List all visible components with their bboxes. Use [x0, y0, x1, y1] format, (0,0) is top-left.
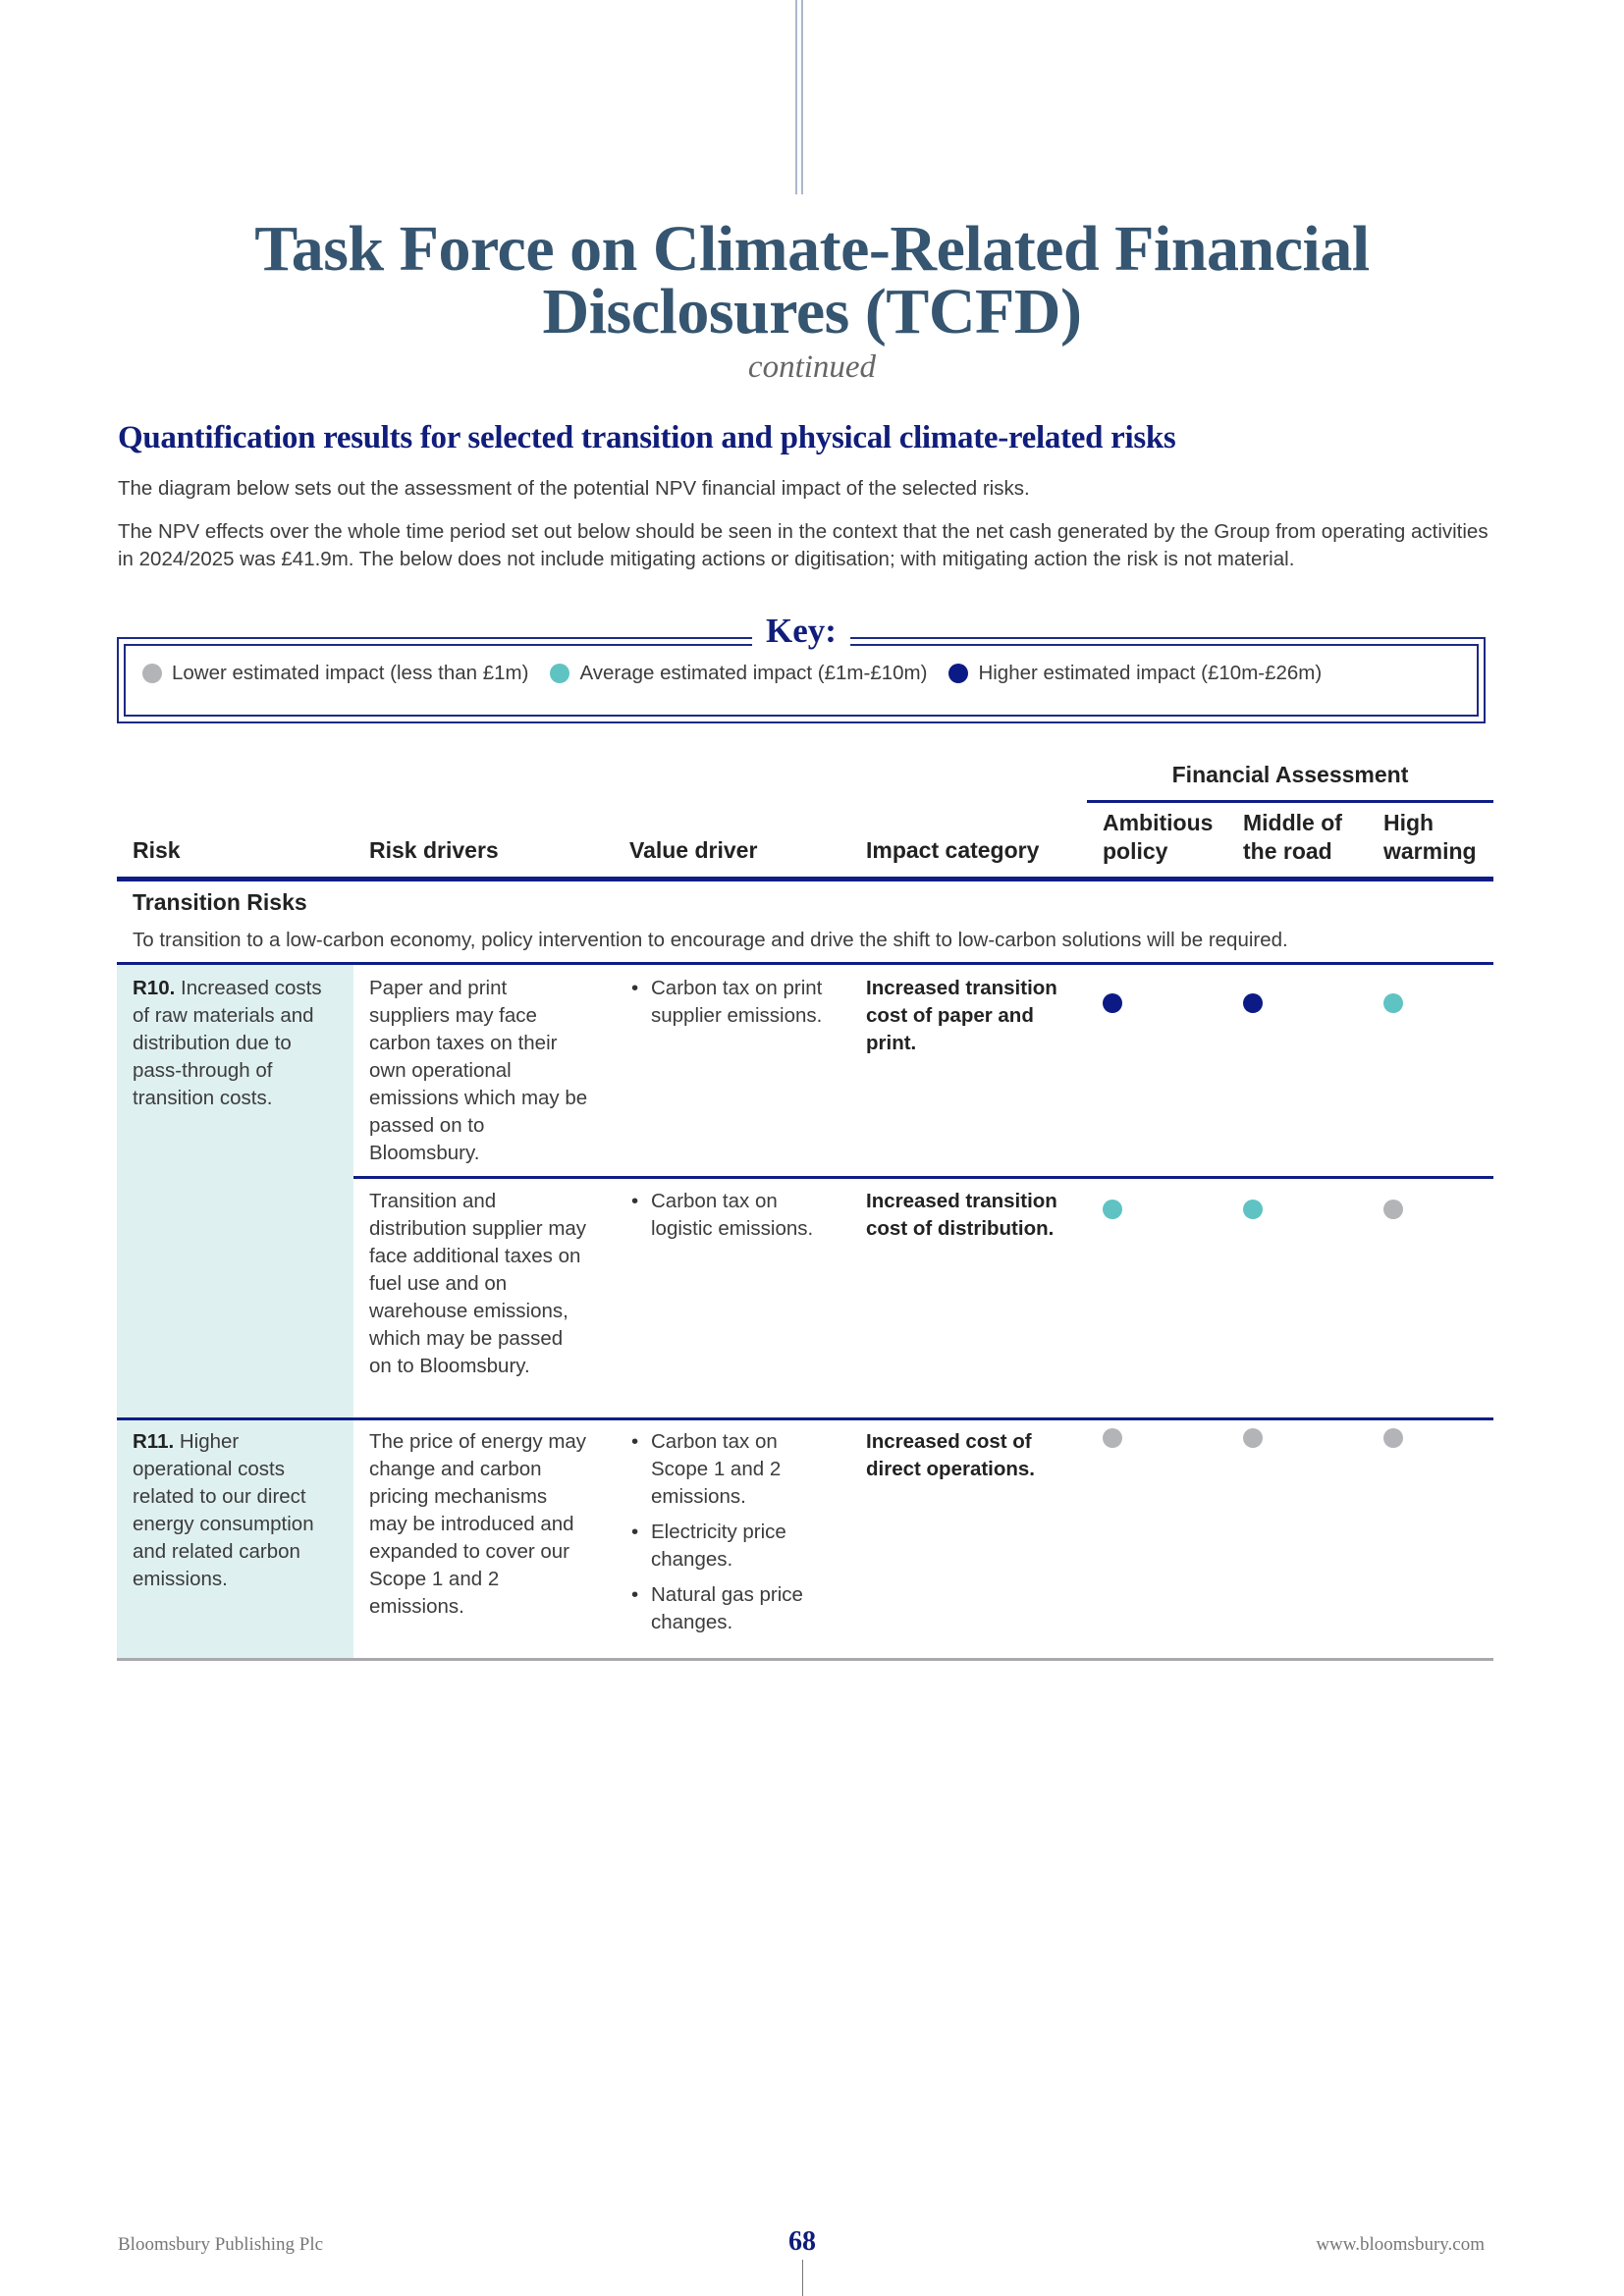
top-decorative-rule	[795, 0, 797, 194]
key-item-label: Average estimated impact (£1m-£10m)	[579, 662, 928, 684]
impact-category: Increased transition cost of paper and print.	[866, 977, 1057, 1054]
header-line: the road	[1243, 838, 1332, 864]
page-title-line-2: Disclosures (TCFD)	[542, 276, 1082, 347]
higher-impact-dot-icon	[948, 664, 968, 683]
page-title-line-1: Task Force on Climate-Related Financial	[254, 213, 1370, 285]
impact-category: Increased cost of direct operations.	[866, 1430, 1036, 1480]
lower-impact-dot-icon	[1103, 1428, 1122, 1448]
value-driver-item: • Carbon tax on print supplier emissions.	[629, 975, 826, 1030]
column-header-middle-of-the-road	[1243, 809, 1342, 866]
financial-assessment-rule	[1087, 800, 1493, 803]
average-impact-dot-icon	[550, 664, 569, 683]
key-item-lower	[142, 662, 528, 685]
risk-code: R11.	[133, 1430, 175, 1453]
footer-website[interactable]: www.bloomsbury.com	[1316, 2234, 1485, 2255]
key-item-label: Lower estimated impact (less than £1m)	[172, 662, 529, 684]
column-header-high-warming	[1383, 809, 1477, 866]
column-header-risk: Risk	[133, 837, 181, 863]
average-impact-dot-icon	[1383, 993, 1403, 1013]
value-driver	[629, 1428, 826, 1644]
value-driver-item: • Carbon tax on Scope 1 and 2 emissions.	[629, 1428, 826, 1511]
header-line: Middle of	[1243, 810, 1342, 835]
header-line: High	[1383, 810, 1435, 835]
financial-assessment-header: Financial Assessment	[1171, 762, 1409, 787]
column-header-risk-drivers: Risk drivers	[369, 837, 499, 863]
average-impact-dot-icon	[1243, 1200, 1263, 1219]
footer-company: Bloomsbury Publishing Plc	[118, 2234, 324, 2255]
key-item-average	[550, 662, 927, 685]
lower-impact-dot-icon	[1383, 1428, 1403, 1448]
key-item-higher	[948, 662, 1322, 685]
row-divider	[117, 962, 1493, 965]
header-line: Ambitious	[1103, 810, 1214, 835]
risk-description: Higher operational costs related to our direct energy consumption and related carbon emissions.	[133, 1430, 314, 1590]
lower-impact-dot-icon	[1383, 1200, 1403, 1219]
section-heading: Quantification results for selected transition and physical climate-related risks	[118, 420, 1176, 455]
header-line: policy	[1103, 838, 1168, 864]
value-driver-list	[629, 1428, 826, 1636]
page-number: 68	[788, 2226, 816, 2257]
value-driver-item: • Carbon tax on logistic emissions.	[629, 1188, 831, 1243]
row-divider	[353, 1176, 1493, 1179]
top-decorative-rule	[801, 0, 803, 194]
page-title	[0, 213, 1624, 347]
higher-impact-dot-icon	[1103, 993, 1122, 1013]
lower-impact-dot-icon	[1243, 1428, 1263, 1448]
value-driver	[629, 1188, 831, 1251]
page-subtitle: continued	[747, 349, 877, 385]
header-line: warming	[1383, 838, 1477, 864]
risk-driver: The price of energy may change and carbon pricing mechanisms may be introduced and expanded to cover our Scope 1 and 2 emissions.	[369, 1430, 587, 1618]
transition-risks-title: Transition Risks	[133, 889, 307, 915]
risk-driver: Transition and distribution supplier may face additional taxes on fuel use and on warehouse emissions, which may be passed on to Bloomsbury.	[369, 1190, 587, 1377]
column-header-ambitious-policy	[1103, 809, 1213, 866]
bottom-decorative-rule	[802, 2260, 803, 2296]
key-items	[142, 662, 1343, 685]
transition-risks-description: To transition to a low-carbon economy, policy intervention to encourage and drive the shift to low-carbon solutions will be required.	[133, 929, 1288, 951]
table-header-rule	[117, 877, 1493, 881]
column-header-impact-category: Impact category	[866, 837, 1040, 863]
risk-driver: Paper and print suppliers may face carbon taxes on their own operational emissions which may be passed on to Bloomsbury.	[369, 977, 588, 1164]
risk-r10	[133, 975, 344, 1112]
risk-code: R10.	[133, 977, 176, 999]
value-driver-item: • Electricity price changes.	[629, 1519, 826, 1574]
risk-r11	[133, 1428, 344, 1593]
value-driver-item: • Natural gas price changes.	[629, 1581, 826, 1636]
key-label: Key:	[752, 612, 850, 651]
intro-paragraph: The diagram below sets out the assessment of the potential NPV financial impact of the selected risks.	[118, 477, 1030, 500]
key-item-label: Higher estimated impact (£10m-£26m)	[978, 662, 1323, 684]
value-driver-list	[629, 1188, 831, 1243]
table-end-rule	[117, 1658, 1493, 1661]
lower-impact-dot-icon	[142, 664, 162, 683]
context-paragraph: The NPV effects over the whole time period set out below should be seen in the context that the net cash generated by the Group from operating activities in 2024/2025 was £41.9m. The below does not include mitigating actions or digitisation; with mitigating action the risk is not material.	[118, 520, 1489, 570]
impact-category: Increased transition cost of distribution.	[866, 1190, 1057, 1240]
value-driver	[629, 975, 826, 1038]
average-impact-dot-icon	[1103, 1200, 1122, 1219]
column-header-value-driver: Value driver	[629, 837, 758, 863]
higher-impact-dot-icon	[1243, 993, 1263, 1013]
value-driver-list	[629, 975, 826, 1030]
key-legend	[117, 612, 1486, 723]
risk-description: Increased costs of raw materials and distribution due to pass-through of transition costs.	[133, 977, 322, 1109]
row-divider	[117, 1417, 1493, 1420]
